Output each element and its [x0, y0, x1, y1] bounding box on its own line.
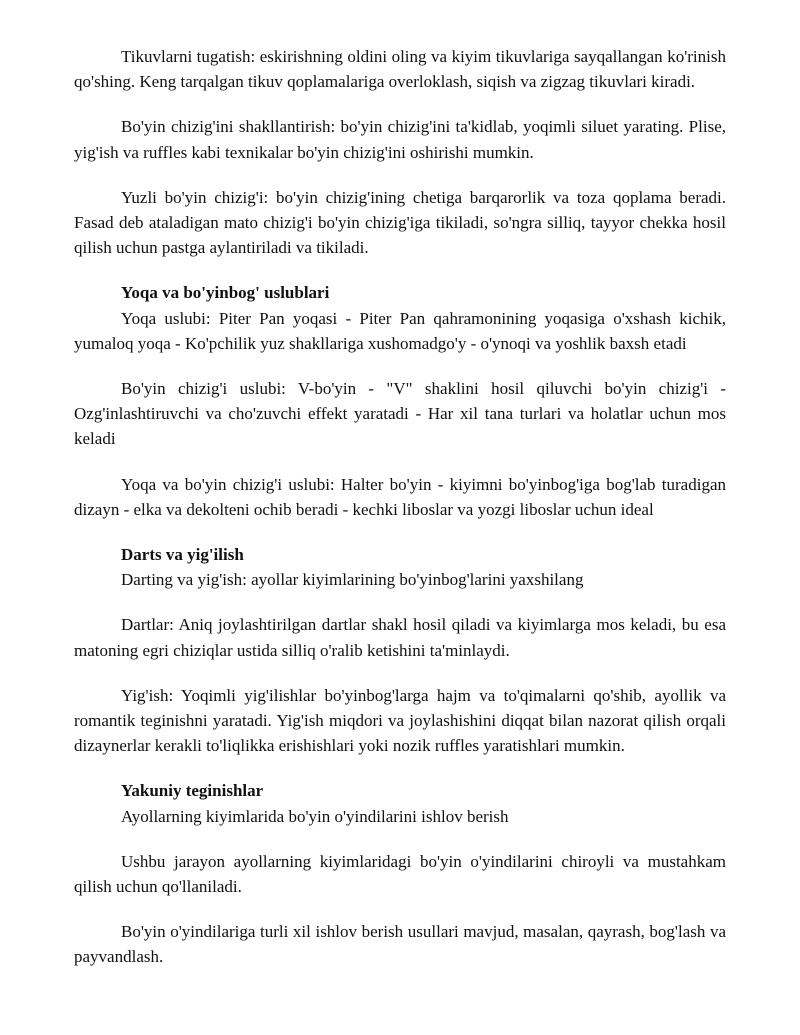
- paragraph-darts: Dartlar: Aniq joylashtirilgan dartlar shakl hosil qiladi va kiyimlarga mos keladi, bu esa matoning egri chiziqlar ustida silliq o'ralib ketishini ta'minlaydi.: [74, 615, 726, 660]
- paragraph-darting-lead: Darting va yig'ish: ayollar kiyimlarining bo'yinbog'larini yaxshilang: [121, 570, 584, 590]
- paragraph-collar-style: Yoqa uslubi: Piter Pan yoqasi - Piter Pan qahramonining yoqasiga o'xshash kichik, yumaloq yoqa - Ko'pchilik yuz shakllariga xushomadgo'y - o'ynoqi va yoshlik baxsh etadi: [74, 308, 726, 353]
- document-page: [74, 44, 726, 970]
- paragraph-gathering: Yig'ish: Yoqimli yig'ilishlar bo'yinbog'larga hajm va to'qimalarni qo'shib, ayollik va romantik teginishni yaratadi. Yig'ish miqdori va joylashishini diqqat bilan nazorat qilish orqali dizaynerlar kerakli to'liqlikka erishishlari yoki nozik ruffles yaratishlari mumkin.: [74, 685, 726, 756]
- paragraph-halter-neck: Yoqa va bo'yin chizig'i uslubi: Halter bo'yin - kiyimni bo'yinbog'iga bog'lab turadigan dizayn - elka va dekolteni ochib beradi - kechki liboslar va yozgi liboslar uchun ideal: [74, 474, 726, 519]
- paragraph-v-neck: Bo'yin chizig'i uslubi: V-bo'yin - "V" shaklini hosil qiluvchi bo'yin chizig'i - Ozg'inlashtiruvchi va cho'zuvchi effekt yaratadi - Har xil tana turlari va holatlar uchun mos keladi: [74, 379, 726, 449]
- paragraph-process: Ushbu jarayon ayollarning kiyimlaridagi bo'yin o'yindilarini chiroyli va mustahkam qilish uchun qo'llaniladi.: [74, 851, 726, 897]
- paragraph-neckline-shaping: Bo'yin chizig'ini shakllantirish: bo'yin chizig'ini ta'kidlab, yoqimli siluet yarating. Plise, yig'ish va ruffles kabi texnikalar bo'yin chizig'ini oshirishi mumkin.: [74, 117, 726, 162]
- section-heading-final-touches: Yakuniy teginishlar: [121, 781, 264, 801]
- section-heading-darts: Darts va yig'ilish: [121, 545, 244, 565]
- paragraph-final-lead: Ayollarning kiyimlarida bo'yin o'yindilarini ishlov berish: [121, 806, 509, 826]
- paragraph-methods: Bo'yin o'yindilariga turli xil ishlov berish usullari mavjud, masalan, qayrash, bog'lash va payvandlash.: [74, 922, 726, 967]
- paragraph-faced-neckline: Yuzli bo'yin chizig'i: bo'yin chizig'ining chetiga barqarorlik va toza qoplama beradi. Fasad deb ataladigan mato chizig'i bo'yin chizig'iga tikiladi, so'ngra silliq, tayyor chekka hosil qilish uchun pastga aylantiriladi va tikiladi.: [74, 187, 726, 258]
- paragraph-seam-finishing: Tikuvlarni tugatish: eskirishning oldini oling va kiyim tikuvlariga sayqallangan ko'rinish qo'shing. Keng tarqalgan tikuv qoplamalariga overloklash, siqish va zigzag tikuvlari kiradi.: [74, 47, 726, 92]
- section-heading-collar-styles: Yoqa va bo'yinbog' uslublari: [121, 283, 330, 303]
